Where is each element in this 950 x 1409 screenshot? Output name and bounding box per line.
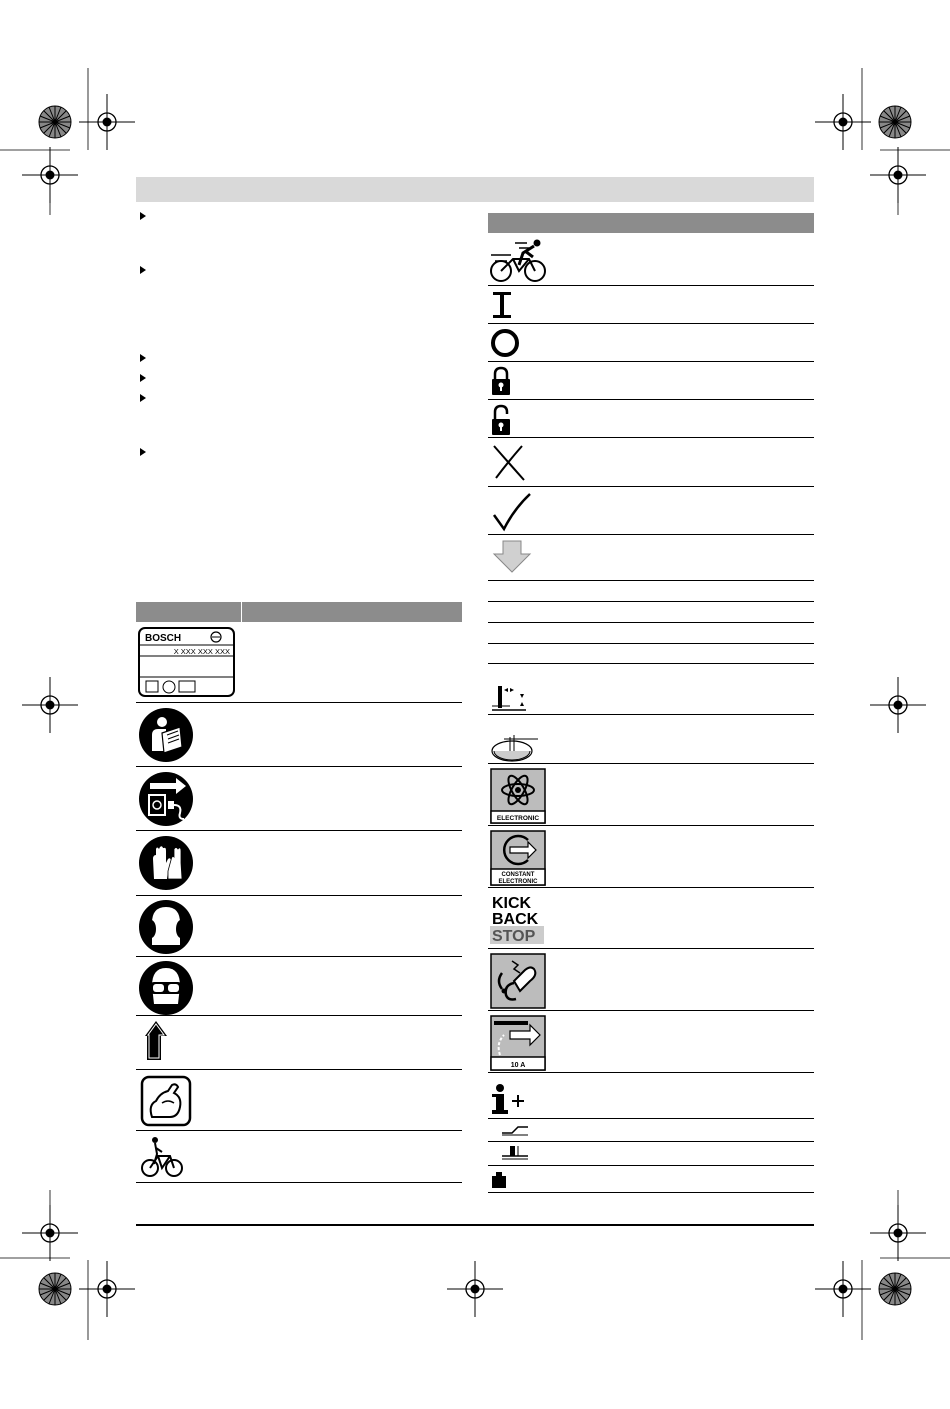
bullet-marker [140,394,146,402]
row-divider [488,361,814,362]
row-divider [488,1010,814,1011]
constant-electronic-icon [490,830,546,886]
gloves-icon [138,835,194,891]
checkmark-icon [490,491,534,535]
row-divider [488,1141,814,1142]
row-divider [488,622,814,623]
row-divider [488,580,814,581]
row-divider [488,1072,814,1073]
fuse-10a-icon [490,1015,546,1071]
row-divider [488,534,814,535]
bullet-marker [140,354,146,362]
bullet-marker [140,448,146,456]
disc-icon [490,733,540,763]
constant-label-1: CONSTANT [501,872,535,878]
kickback-line-1: KICK [492,895,532,912]
header-band [136,177,814,202]
left-table-header [136,602,462,622]
kickback-stop-icon [490,892,546,946]
cross-icon [490,442,528,482]
row-divider [136,895,462,896]
on-icon [490,290,514,320]
row-divider [136,1182,462,1183]
right-table-header [488,213,814,233]
row-divider [136,702,462,703]
electronic-icon [490,768,546,824]
lock-icon [490,366,512,396]
row-divider [488,1118,814,1119]
row-divider [136,766,462,767]
constant-label-2: ELECTRONIC [498,879,538,885]
kickback-line-2: BACK [492,911,539,928]
electronic-label: ELECTRONIC [496,815,540,822]
unplug-icon [138,771,194,827]
bullet-marker [140,212,146,220]
nameplate-serial: X XXX XXX XXX [173,647,230,656]
unlock-icon [490,404,512,436]
row-divider [488,601,814,602]
row-divider [488,399,814,400]
footer-rule [136,1224,814,1226]
row-divider [488,714,814,715]
row-divider [488,285,814,286]
row-divider [488,437,814,438]
plug-service-icon [490,953,546,1009]
row-divider [488,948,814,949]
row-divider [488,1192,814,1193]
row-divider [136,1130,462,1131]
cyclist-icon [489,237,549,283]
read-manual-icon [138,707,194,763]
ear-protection-icon [138,899,194,955]
row-divider [136,1069,462,1070]
row-divider [136,956,462,957]
info-plus-icon [490,1084,530,1116]
off-icon [490,328,520,358]
row-divider [488,663,814,664]
nameplate-icon [138,627,236,697]
nameplate-brand: BOSCH [145,633,182,644]
bullet-marker [140,266,146,274]
arrow-up-icon [144,1020,168,1062]
row-divider [136,1015,462,1016]
weight-icon [490,1171,508,1189]
row-divider [488,763,814,764]
row-divider [488,486,814,487]
row-divider [136,830,462,831]
row-divider [488,1165,814,1166]
strength-icon [140,1075,192,1127]
row-divider [488,887,814,888]
row-divider [488,323,814,324]
walking-bike-icon [140,1136,184,1180]
down-arrow-icon [492,540,532,574]
left-table-header-divider [241,602,242,622]
eye-protection-icon [138,960,194,1016]
spacing-icon [490,684,530,714]
bullet-marker [140,374,146,382]
row-divider [488,825,814,826]
kickback-line-3: STOP [492,928,536,945]
step-icon [500,1144,530,1162]
row-divider [488,643,814,644]
slope-icon [500,1122,530,1136]
fuse-current-label: 10 A [510,1062,526,1069]
